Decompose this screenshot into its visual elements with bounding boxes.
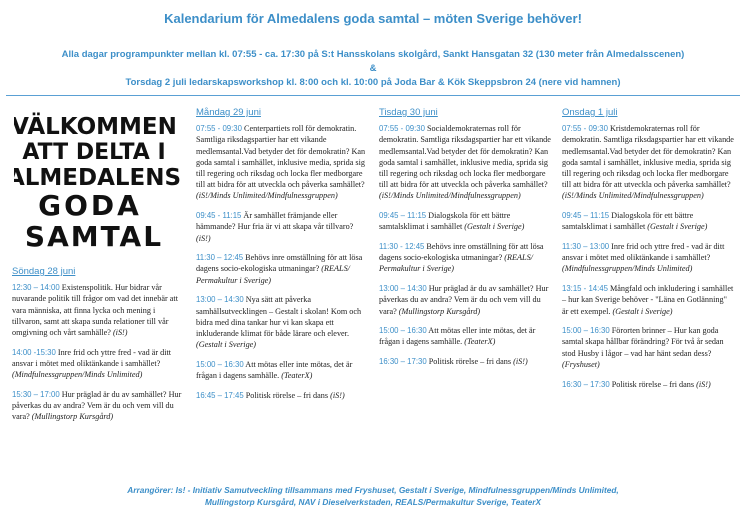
event-text: Kristdemokraternas roll för demokratin. Samtliga riksdagspartier har ett vikande medlemsantal.Vad betyder det för demokratin? Kan goda samtal i samhället, inklusive media, sprida sig till regering och riksdag och locka fler medborgare till att bidra för att utveckla och påverka samhället? [562, 124, 734, 190]
event-text: Behövs inre omställning för att lösa dagens socio-ekologiska utmaningar? [379, 242, 544, 263]
event-organizer: (iS!/Minds Unlimited/Mindfulnessgruppen) [379, 191, 521, 201]
event-text: Politisk rörelse – fri dans [243, 390, 329, 400]
event-time: 15:00 – 16:30 [379, 326, 427, 336]
event-text: Socialdemokraternas roll för demokratin. Samtliga riksdagspartier har ett vikande medlemsantal.Vad betyder det för demokratin? Kan goda samtal i samhället, inklusive media, sprida sig till regering och riksdag och locka fler medborgare till att bidra för att utveckla och påverka samhället? [379, 124, 551, 190]
footer-line-1: Arrangörer: Is! - Initiativ Samutveckling tillsammans med Fryshuset, Gestalt i Sverige, Mindfulnessgruppen/Minds Unlimited, [127, 485, 619, 495]
event-item [562, 325, 734, 370]
event-organizer: (iS!) [328, 390, 345, 400]
event-text: Förorten brinner – Hur kan goda samtal skapa hållbar förändring? För två år sedan stod Husby i lågor – vad har hänt sedan dess? [562, 326, 724, 358]
organizers-footer [0, 484, 746, 508]
event-time: 14:00 -15:30 [12, 347, 56, 357]
event-time: 15:00 – 16:30 [562, 326, 610, 336]
event-text: Inre frid och yttre fred - vad är ditt ansvar i mötet med oliktänkande i samhället? [12, 347, 172, 368]
event-time: 11:30 - 12:45 [379, 242, 425, 252]
event-time: 07:55 - 09:30 [562, 124, 608, 134]
day-heading: Onsdag 1 juli [562, 107, 618, 118]
event-time: 11:30 – 13:00 [562, 242, 610, 252]
event-item [12, 282, 182, 338]
event-time: 15:00 – 16:30 [196, 359, 244, 369]
event-time: 07:55 - 09:30 [379, 124, 425, 134]
event-organizer: (Gestalt i Sverige) [462, 222, 525, 232]
event-item [379, 210, 551, 232]
event-item [562, 283, 734, 317]
event-text: Mångfald och inkludering i samhället – hur kan Sverige behöver - "Läna en Gotlänning" är ett exempel. [562, 284, 734, 316]
event-item [379, 123, 551, 201]
event-item [379, 356, 551, 367]
event-time: 13:00 – 14:30 [196, 295, 244, 305]
event-organizer: (REALS/ Permakultur i Sverige) [196, 264, 350, 285]
event-organizer: (Mindfulnessgruppen/Minds Unlimited) [562, 264, 693, 274]
event-text: Centerpartiets roll för demokratin. Samtliga riksdagspartier har ett vikande medlemsantal.Vad betyder det för demokratin? Kan goda samtal i samhället, inklusive media, sprida sig till regering och riksdag och locka fler medborgare till att bidra för att utveckla och påverka samhället? [196, 124, 366, 190]
day-column-tuesday [379, 107, 551, 376]
header-divider [6, 95, 740, 96]
event-organizer: (iS!) [511, 357, 528, 367]
event-item [562, 210, 734, 232]
event-text: Dialogskola för ett bättre samtalsklimat i samhället [379, 211, 511, 232]
event-text: Hur präglad är du av samhället? Hur påverkas du av andra? Vem är du och vem vill du vara? [12, 389, 182, 422]
event-time: 09:45 – 11:15 [562, 211, 610, 221]
event-text: Politisk rörelse – fri dans [426, 357, 512, 367]
day-heading: Söndag 28 juni [12, 266, 76, 277]
event-time: 09:45 - 11:15 [196, 211, 242, 221]
event-time: 16:30 – 17:30 [562, 379, 610, 389]
day-column-wednesday [562, 107, 734, 398]
welcome-lettering [14, 108, 184, 254]
event-item [196, 252, 368, 286]
page-title: Kalendarium för Almedalens goda samtal – möten Sverige behöver! [164, 11, 582, 26]
event-text: Att mötas eller inte mötas, det är frågan i dagens samhälle. [196, 359, 353, 381]
event-organizer: (Mullingstorp Kursgård) [29, 412, 114, 422]
event-organizer: (Mullingstorp Kursgård) [396, 306, 481, 316]
event-item [562, 379, 734, 390]
welcome-logo [14, 108, 184, 254]
event-item [379, 241, 551, 275]
event-item [562, 123, 734, 201]
event-text: Politisk rörelse – fri dans [609, 379, 695, 389]
footer-line-2: Mullingstorp Kursgård, NAV i Dieselverkstaden, REALS/Permakultur Sverige, TeaterX [204, 497, 542, 507]
event-organizer: (Gestalt i Sverige) [610, 306, 673, 316]
event-text: Nya sätt att påverka samhällsutvecklingen – Gestalt i skolan! Kom och bidra med dina tankar hur vi kan skapa ett inkluderande klimat för både lärare och elever. [196, 295, 362, 338]
event-text: Behövs inre omställning för att lösa dagens socio-ekologiska utmaningar? [196, 253, 363, 274]
event-text: Hur präglad är du av samhället? Hur påverkas du av andra? Vem är du och vem vill du vara? [379, 284, 549, 316]
event-organizer: (TeaterX) [279, 371, 313, 381]
logo-line-5: SAMTAL [24, 220, 164, 253]
venue-line: Alla dagar programpunkter mellan kl. 07:55 - ca. 17:30 på S:t Hansskolans skolgård, Sankt Hansgatan 32 (130 meter från Almedalsscenen) [61, 49, 685, 60]
day-column-sunday [12, 266, 182, 431]
event-time: 16:30 – 17:30 [379, 357, 427, 367]
event-time: 11:30 – 12:45 [196, 253, 244, 263]
event-time: 15:30 – 17:00 [12, 389, 60, 399]
event-item [562, 241, 734, 275]
event-organizer: (Mindfulnessgruppen/Minds Unlimited) [12, 370, 143, 380]
event-time: 12:30 – 14:00 [12, 283, 60, 293]
event-item [379, 283, 551, 317]
day-heading: Tisdag 30 juni [379, 107, 438, 118]
event-organizer: (Gestalt i Sverige) [196, 340, 257, 350]
event-text: Att mötas eller inte mötas, det är frågan i dagens samhälle. [379, 326, 536, 347]
event-organizer: (TeaterX) [462, 337, 496, 347]
event-organizer: (Gestalt i Sverige) [645, 222, 708, 232]
event-text: Dialogskola för ett bättre samtalsklimat i samhället [562, 211, 694, 232]
day-column-monday [196, 107, 368, 409]
logo-line-2: ATT DELTA I [22, 140, 166, 165]
event-organizer: (iS!) [694, 379, 711, 389]
event-item [12, 347, 182, 381]
event-item [196, 210, 368, 244]
event-text: Är samhället främjande eller hämmande? Hur fria är vi att skapa vår tillvaro? [196, 211, 354, 232]
event-time: 16:45 – 17:45 [196, 390, 244, 400]
event-time: 13:00 – 14:30 [379, 284, 427, 294]
event-time: 07:55 - 09:30 [196, 124, 242, 134]
event-item [196, 359, 368, 381]
day-heading: Måndag 29 juni [196, 107, 261, 118]
event-item [196, 294, 368, 350]
logo-line-4: GODA [38, 189, 142, 222]
event-item [12, 389, 182, 423]
event-organizer: (REALS/ Permakultur i Sverige) [379, 253, 533, 274]
ampersand: & [369, 63, 377, 74]
logo-line-3: ALMEDALENS [14, 165, 182, 191]
event-time: 09:45 – 11:15 [379, 211, 427, 221]
event-text: Inre frid och yttre fred - vad är ditt ansvar i mötet med oliktänkande i samhället? [562, 242, 725, 263]
workshop-line: Torsdag 2 juli ledarskapsworkshop kl. 8:00 och kl. 10:00 på Joda Bar & Kök Skeppsbron 24 (nere vid hamnen) [125, 77, 621, 88]
event-item [379, 325, 551, 347]
event-organizer: (Fryshuset) [562, 359, 600, 369]
logo-line-1: VÄLKOMMEN [14, 114, 177, 140]
event-item [196, 390, 368, 401]
event-organizer: (iS!/Minds Unlimited/Mindfulnessgruppen) [196, 191, 338, 201]
event-time: 13:15 - 14:45 [562, 284, 608, 294]
event-organizer: (iS!/Minds Unlimited/Mindfulnessgruppen) [562, 191, 704, 201]
event-item [196, 123, 368, 201]
event-organizer: (iS!) [196, 233, 211, 243]
event-text: Existenspolitik. Hur bidrar vår nuvarande politik till frågor om vad det innebär att vara människa, att finna lycka och mening i tillvaron, samt att skapa sunda relationer till vår omgivning och vårt samhälle? [12, 283, 178, 338]
event-organizer: (iS!) [110, 328, 128, 338]
